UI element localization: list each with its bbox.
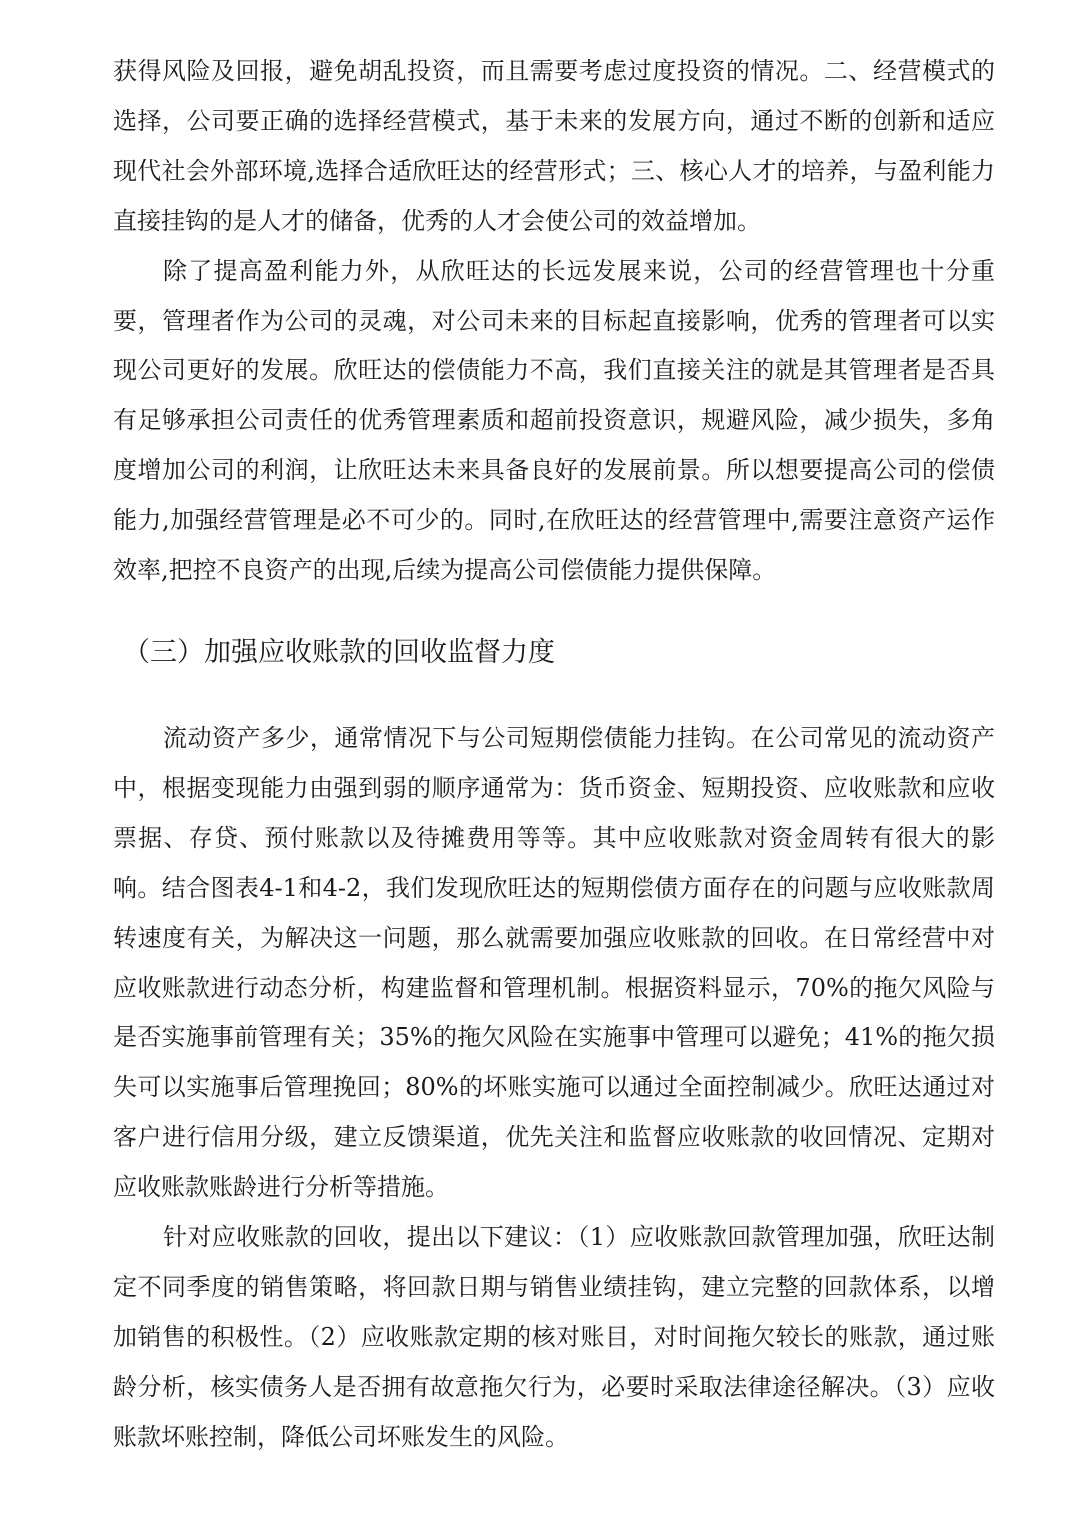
section-heading: （三）加强应收账款的回收监督力度 [123, 636, 555, 668]
paragraph-investment-talent: 获得风险及回报，避免胡乱投资，而且需要考虑过度投资的情况。二、经营模式的选择，公司要正确的选择经营模式，基于未来的发展方向，通过不断的创新和适应现代社会外部环境,选择合适欣旺达的经营形式；三、核心人才的培养，与盈利能力直接挂钩的是人才的储备，优秀的人才会使公司的效益增加。 [113, 57, 995, 235]
paragraph-management: 除了提高盈利能力外，从欣旺达的长远发展来说，公司的经营管理也十分重要，管理者作为公司的灵魂，对公司未来的目标起直接影响，优秀的管理者可以实现公司更好的发展。欣旺达的偿债能力不高，我们直接关注的就是其管理者是否具有足够承担公司责任的优秀管理素质和超前投资意识，规避风险，减少损失，多角度增加公司的利润，让欣旺达未来具备良好的发展前景。所以想要提高公司的偿债能力,加强经营管理是必不可少的。同时,在欣旺达的经营管理中,需要注意资产运作效率,把控不良资产的出现,后续为提高公司偿债能力提供保障。 [113, 256, 995, 585]
paragraph-current-assets: 流动资产多少，通常情况下与公司短期偿债能力挂钩。在公司常见的流动资产中，根据变现能力由强到弱的顺序通常为：货币资金、短期投资、应收账款和应收票据、存贷、预付账款以及待摊费用等等。其中应收账款对资金周转有很大的影响。结合图表4-1和4-2，我们发现欣旺达的短期偿债方面存在的问题与应收账款周转速度有关，为解决这一问题，那么就需要加强应收账款的回收。在日常经营中对应收账款进行动态分析，构建监督和管理机制。根据资料显示，70%的拖欠风险与是否实施事前管理有关；35%的拖欠风险在实施事中管理可以避免；41%的拖欠损失可以实施事后管理挽回；80%的坏账实施可以通过全面控制减少。欣旺达通过对客户进行信用分级，建立反馈渠道，优先关注和监督应收账款的收回情况、定期对应收账款账龄进行分析等措施。 [113, 723, 995, 1202]
document-page [113, 47, 995, 1463]
paragraph-receivables-suggestions: 针对应收账款的回收，提出以下建议：（1）应收账款回款管理加强，欣旺达制定不同季度的销售策略，将回款日期与销售业绩挂钩，建立完整的回款体系，以增加销售的积极性。（2）应收账款定期的核对账目，对时间拖欠较长的账款，通过账龄分析，核实债务人是否拥有故意拖欠行为，必要时采取法律途径解决。（3）应收账款坏账控制，降低公司坏账发生的风险。 [113, 1223, 995, 1451]
